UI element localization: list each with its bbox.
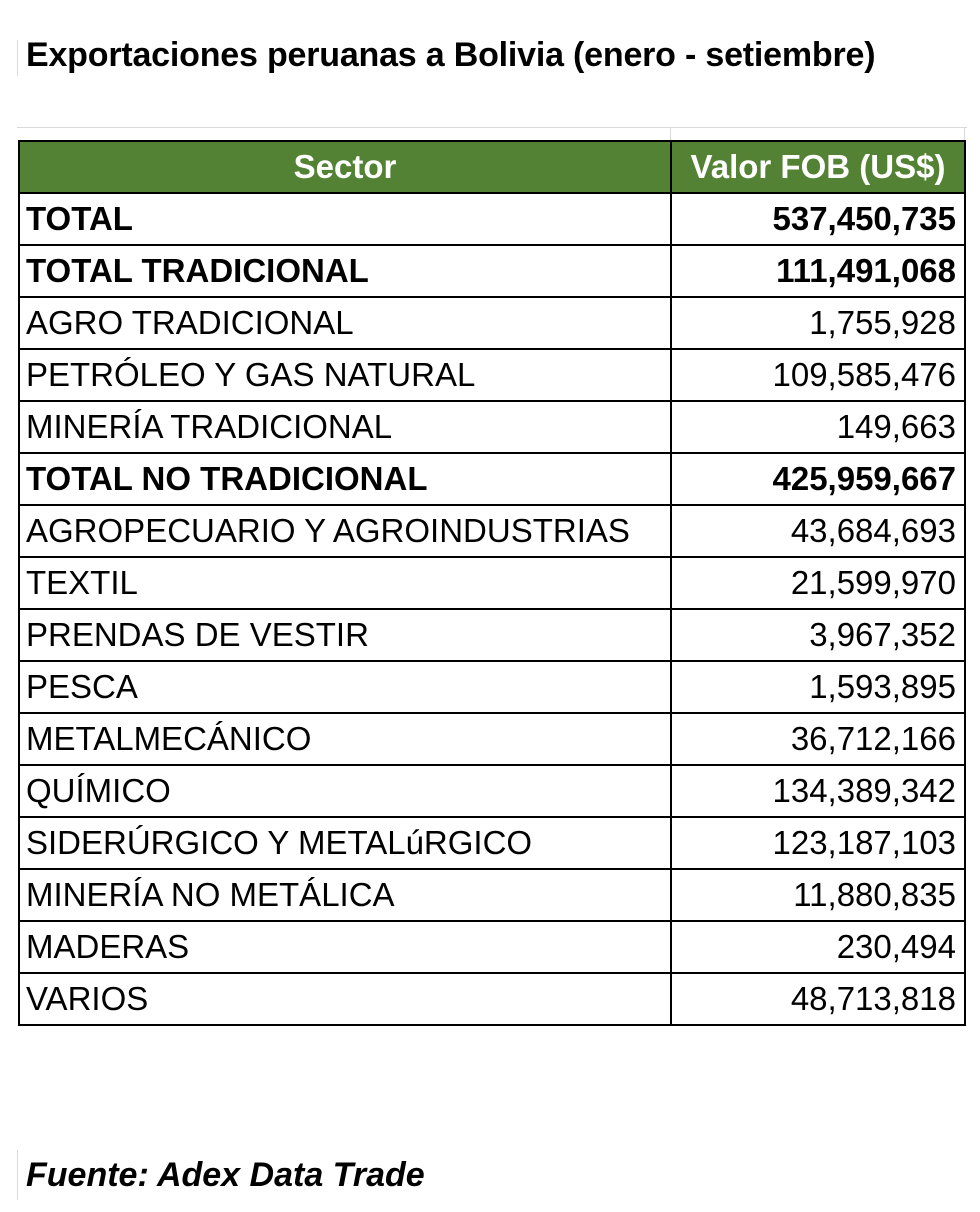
sector-cell: AGROPECUARIO Y AGROINDUSTRIAS [19,505,671,557]
table-row [19,557,965,609]
sector-cell: VARIOS [19,973,671,1025]
table-row [19,973,965,1025]
value-fob-cell: 1,755,928 [671,297,965,349]
table-row [19,349,965,401]
value-fob-cell: 111,491,068 [671,245,965,297]
table-row [19,245,965,297]
table-row [19,869,965,921]
value-fob-cell: 230,494 [671,921,965,973]
value-fob-cell: 36,712,166 [671,713,965,765]
sector-cell: MADERAS [19,921,671,973]
table-row [19,661,965,713]
value-fob-cell: 134,389,342 [671,765,965,817]
sector-cell: PRENDAS DE VESTIR [19,609,671,661]
value-fob-cell: 21,599,970 [671,557,965,609]
table-row [19,297,965,349]
sector-cell: PESCA [19,661,671,713]
sector-cell: PETRÓLEO Y GAS NATURAL [19,349,671,401]
sheet-gridline [670,127,671,140]
sector-cell: TEXTIL [19,557,671,609]
table-row [19,609,965,661]
column-header-sector: Sector [19,141,671,193]
table-row [19,817,965,869]
value-fob-cell: 425,959,667 [671,453,965,505]
value-fob-cell: 11,880,835 [671,869,965,921]
sector-cell: TOTAL NO TRADICIONAL [19,453,671,505]
value-fob-cell: 43,684,693 [671,505,965,557]
value-fob-cell: 3,967,352 [671,609,965,661]
value-fob-cell: 123,187,103 [671,817,965,869]
table-row [19,765,965,817]
sector-cell: TOTAL [19,193,671,245]
value-fob-cell: 48,713,818 [671,973,965,1025]
sector-cell: METALMECÁNICO [19,713,671,765]
column-header-value: Valor FOB (US$) [671,141,965,193]
table-row [19,193,965,245]
table-body [19,193,965,1025]
sector-cell: SIDERÚRGICO Y METALúRGICO [19,817,671,869]
source-note: Fuente: Adex Data Trade [26,1156,425,1194]
sheet-gridline [17,1150,18,1200]
table-header-row [19,141,965,193]
exports-table [18,140,966,1026]
sheet-gridline [17,40,18,76]
sector-cell: MINERÍA TRADICIONAL [19,401,671,453]
table-row [19,401,965,453]
sheet-gridline [964,127,965,140]
sheet-gridline [17,127,967,128]
table-row [19,921,965,973]
sector-cell: TOTAL TRADICIONAL [19,245,671,297]
table-row [19,505,965,557]
value-fob-cell: 109,585,476 [671,349,965,401]
table-row [19,453,965,505]
value-fob-cell: 149,663 [671,401,965,453]
value-fob-cell: 1,593,895 [671,661,965,713]
table-row [19,713,965,765]
value-fob-cell: 537,450,735 [671,193,965,245]
page-title: Exportaciones peruanas a Bolivia (enero - setiembre) [26,36,876,74]
sector-cell: AGRO TRADICIONAL [19,297,671,349]
sector-cell: QUÍMICO [19,765,671,817]
sector-cell: MINERÍA NO METÁLICA [19,869,671,921]
